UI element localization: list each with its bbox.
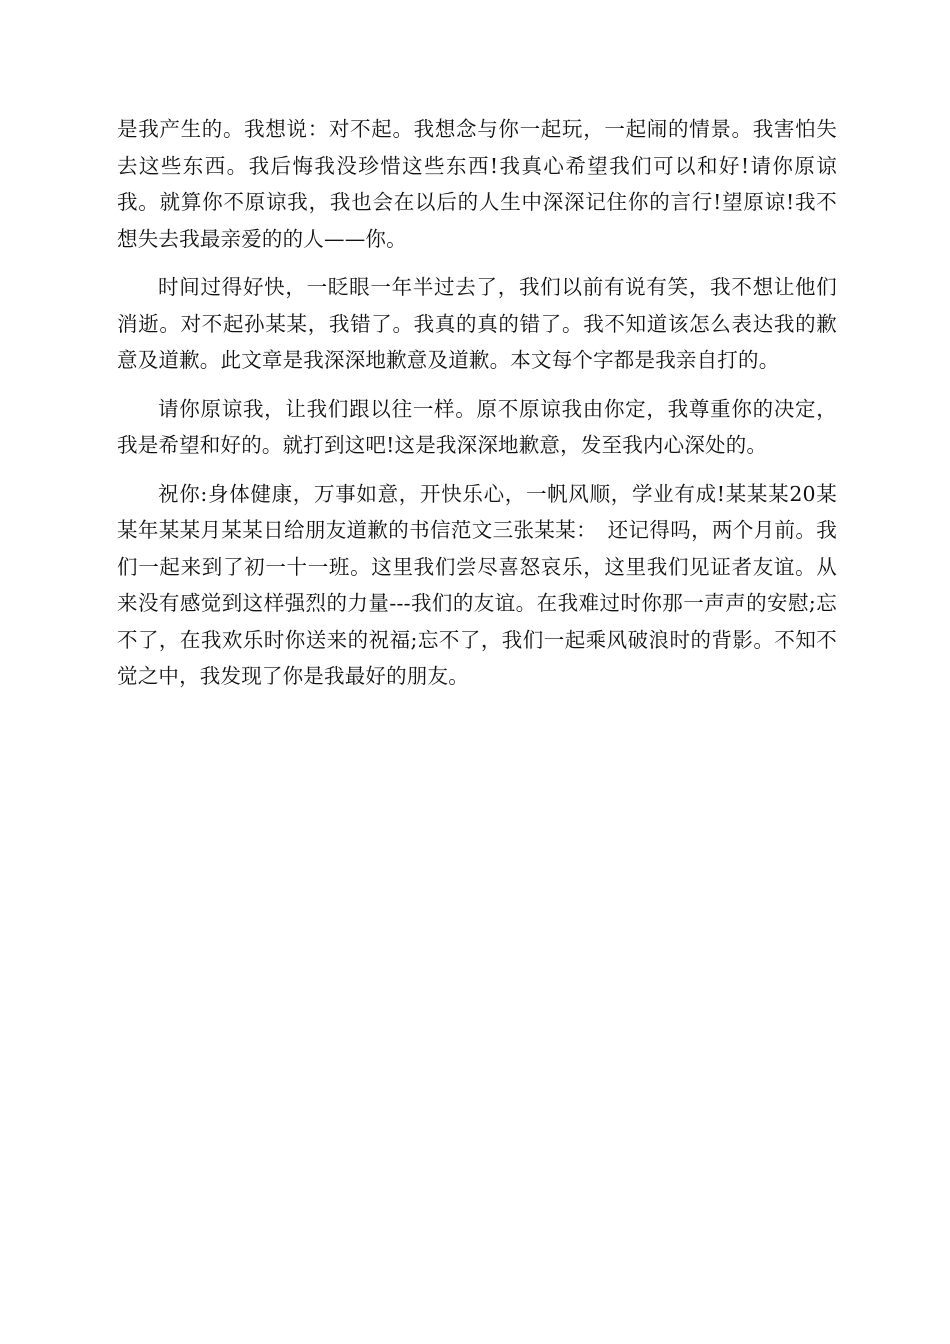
paragraph-1: 是我产生的。我想说：对不起。我想念与你一起玩，一起闹的情景。我害怕失去这些东西。我后悔我没珍惜这些东西!我真心希望我们可以和好!请你原谅我。就算你不原谅我，我也会在以后的人生中深深记住你的言行!望原谅!我不想失去我最亲爱的的人——你。: [117, 117, 837, 251]
document-page: [117, 111, 837, 707]
paragraph-3: 请你原谅我，让我们跟以往一样。原不原谅我由你定，我尊重你的决定，我是希望和好的。就打到这吧!这是我深深地歉意，发至我内心深处的。: [117, 396, 837, 457]
paragraph-2: 时间过得好快，一眨眼一年半过去了，我们以前有说有笑，我不想让他们消逝。对不起孙某某，我错了。我真的真的错了。我不知道该怎么表达我的歉意及道歉。此文章是我深深地歉意及道歉。本文每个字都是我亲自打的。: [117, 275, 837, 372]
paragraph-4: 祝你:身体健康，万事如意，开快乐心，一帆风顺，学业有成!某某某20某某年某某月某某日给朋友道歉的书信范文三张某某： 还记得吗，两个月前。我们一起来到了初一十一班。这里我们尝尽喜怒哀乐，这里我们见证者友谊。从来没有感觉到这样强烈的力量---我们的友谊。在我难过时你那一声声的安慰;忘不了，在我欢乐时你送来的祝福;忘不了，我们一起乘风破浪时的背影。不知不觉之中，我发现了你是我最好的朋友。: [117, 481, 837, 688]
